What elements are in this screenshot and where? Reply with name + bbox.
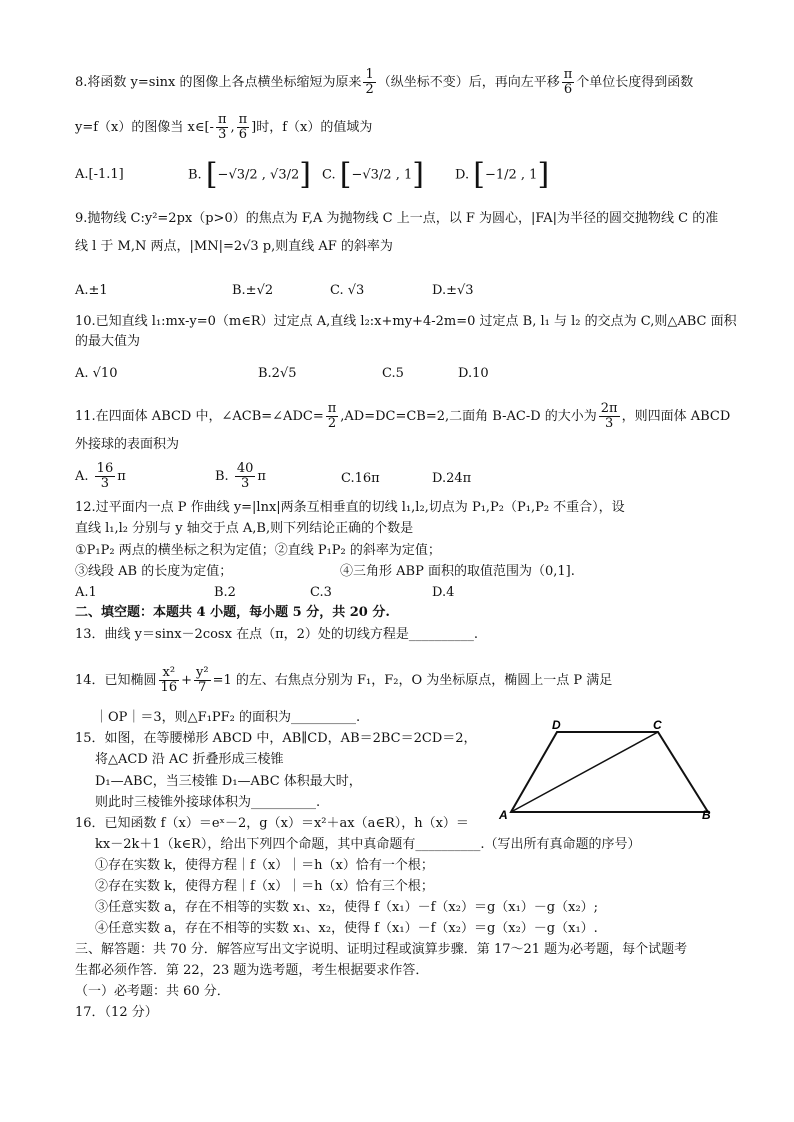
q16-line6: ④任意实数 a，存在不相等的实数 x₁、x₂，使得 f（x₁）－f（x₂）＝g（x₂）－g（x₁）. [95,921,598,936]
section3-line3: （一）必考题：共 60 分． [75,984,230,999]
trapezoid-outline [511,732,708,812]
q9-line2: 线 l 于 M,N 两点，|MN|=2√3 p,则直线 AF 的斜率为 [75,239,393,254]
q15-line2: 将△ACD 沿 AC 折叠形成三棱锥 [95,752,284,767]
section2-heading: 二、填空题：本题共 4 小题，每小题 5 分，共 20 分. [75,605,390,620]
q9-option-b: B.±√2 [232,283,274,298]
q11-option-a: A. $\frac{16}{3}$ π [75,461,126,491]
q14-line1: 14．已知椭圆 $\frac{\text{x²}}{16}$ + $\frac{\text{y²}}{7}$ =1 的左、右焦点分别为 F₁，F₂，O 为坐标原点，椭圆上一点 P 满足 [75,665,613,695]
q9-line1: 9.抛物线 C:y²=2px（p>0）的焦点为 F,A 为抛物线 C 上一点，以 F 为圆心，|FA|为半径的圆交抛物线 C 的准 [75,211,719,226]
q16-line5: ③任意实数 a，存在不相等的实数 x₁、x₂，使得 f（x₁）－f（x₂）＝g（x₁）－g（x₂）; [95,900,599,915]
label-a: A [499,808,508,822]
q15-line1: 15．如图，在等腰梯形 ABCD 中，AB∥CD，AB＝2BC＝2CD＝2， [75,731,477,746]
q11-option-c: C.16π [341,471,380,486]
q11-line2: 外接球的表面积为 [75,437,180,452]
q11-line1: 11.在四面体 ABCD 中，∠ACB=∠ADC= $\frac{\pi}{2}$ ,AD=DC=CB=2,二面角 B-AC-D 的大小为 $\frac{2\pi}{3}$ ，则四面体 ABCD [75,401,731,431]
q16-line2: kx－2k＋1（k∈R），给出下列四个命题，其中真命题有__________.（写出所有真命题的序号） [95,837,641,852]
q15-line3: D₁—ABC，当三棱锥 D₁—ABC 体积最大时， [95,774,362,789]
q12-line1: 12.过平面内一点 P 作曲线 y=|lnx|两条互相垂直的切线 l₁,l₂,切点为 P₁,P₂（P₁,P₂ 不重合），设 [75,500,625,515]
q8-option-a: A.[-1.1] [75,167,124,182]
q11-option-b: B. $\frac{40}{3}$ π [215,461,266,491]
q9-option-c: C. √3 [330,283,365,298]
q10-line2: 的最大值为 [75,334,141,349]
q10-option-b: B.2√5 [258,366,297,381]
section3-line2: 生都必须作答．第 22，23 题为选考题，考生根据要求作答． [75,963,429,978]
trapezoid-figure [495,715,725,825]
section3-line1: 三、解答题：共 70 分．解答应写出文字说明、证明过程或演算步骤．第 17～21 题为必考题，每个试题考 [75,942,688,957]
label-c: C [653,718,662,732]
q8-line2: y=f（x）的图像当 x∈[- $\frac{\pi}{3}$ , $\frac{\pi}{6}$ ]时，f（x）的值域为 [75,112,373,142]
q8-option-c: C. [−√3/2 , 1] [322,157,424,192]
q9-option-a: A.±1 [75,283,108,298]
q12-line3: ①P₁P₂ 两点的横坐标之积为定值；②直线 P₁P₂ 的斜率为定值； [75,543,441,558]
q9-option-d: D.±√3 [432,283,474,298]
q12-option-a: A.1 [75,585,97,600]
q8-line1: 8.将函数 y=sinx 的图像上各点横坐标缩短为原来 $\frac{1}{2}$ （纵坐标不变）后，再向左平移 $\frac{\pi}{6}$ 个单位长度得到函数 [75,67,694,97]
q12-option-d: D.4 [432,585,455,600]
label-b: B [702,808,711,822]
q10-option-d: D.10 [458,366,489,381]
q8-option-b: B. [−√3/2 , √3/2] [188,157,311,192]
q8-option-d: D. [−1/2 , 1] [455,157,550,192]
fraction-one-half: $\frac{1}{2}$ [365,67,374,97]
q16-line3: ①存在实数 k，使得方程｜f（x）｜＝h（x）恰有一个根； [95,858,434,873]
q12-line2: 直线 l₁,l₂ 分别与 y 轴交于点 A,B,则下列结论正确的个数是 [75,521,414,536]
q11-option-d: D.24π [432,471,472,486]
q10-option-c: C.5 [382,366,404,381]
fraction-pi-over-6: $\frac{\pi}{6}$ [563,67,573,97]
q10-option-a: A. √10 [75,366,118,381]
section3-line4: 17．（12 分） [75,1005,158,1020]
q10-line1: 10.已知直线 l₁:mx-y=0（m∈R）过定点 A,直线 l₂:x+my+4-2m=0 过定点 B, l₁ 与 l₂ 的交点为 C,则△ABC 面积 [75,314,737,329]
q12-line4a: ③线段 AB 的长度为定值； [75,564,233,579]
q16-line1: 16．已知函数 f（x）＝eˣ－2，g（x）＝x²＋ax（a∈R），h（x）＝ [75,816,469,831]
q16-line4: ②存在实数 k，使得方程｜f（x）｜＝h（x）恰有三个根； [95,879,434,894]
q12-option-c: C.3 [310,585,332,600]
q12-option-b: B.2 [214,585,236,600]
q15-line4: 则此时三棱锥外接球体积为__________. [95,795,321,810]
q14-line2: ｜OP｜＝3，则△F₁PF₂ 的面积为__________. [95,710,361,725]
label-d: D [552,718,561,732]
q12-line4b: ④三角形 ABP 面积的取值范围为（0,1]. [340,564,575,579]
q13-line: 13．曲线 y＝sinx－2cosx 在点（π，2）处的切线方程是__________. [75,627,479,642]
